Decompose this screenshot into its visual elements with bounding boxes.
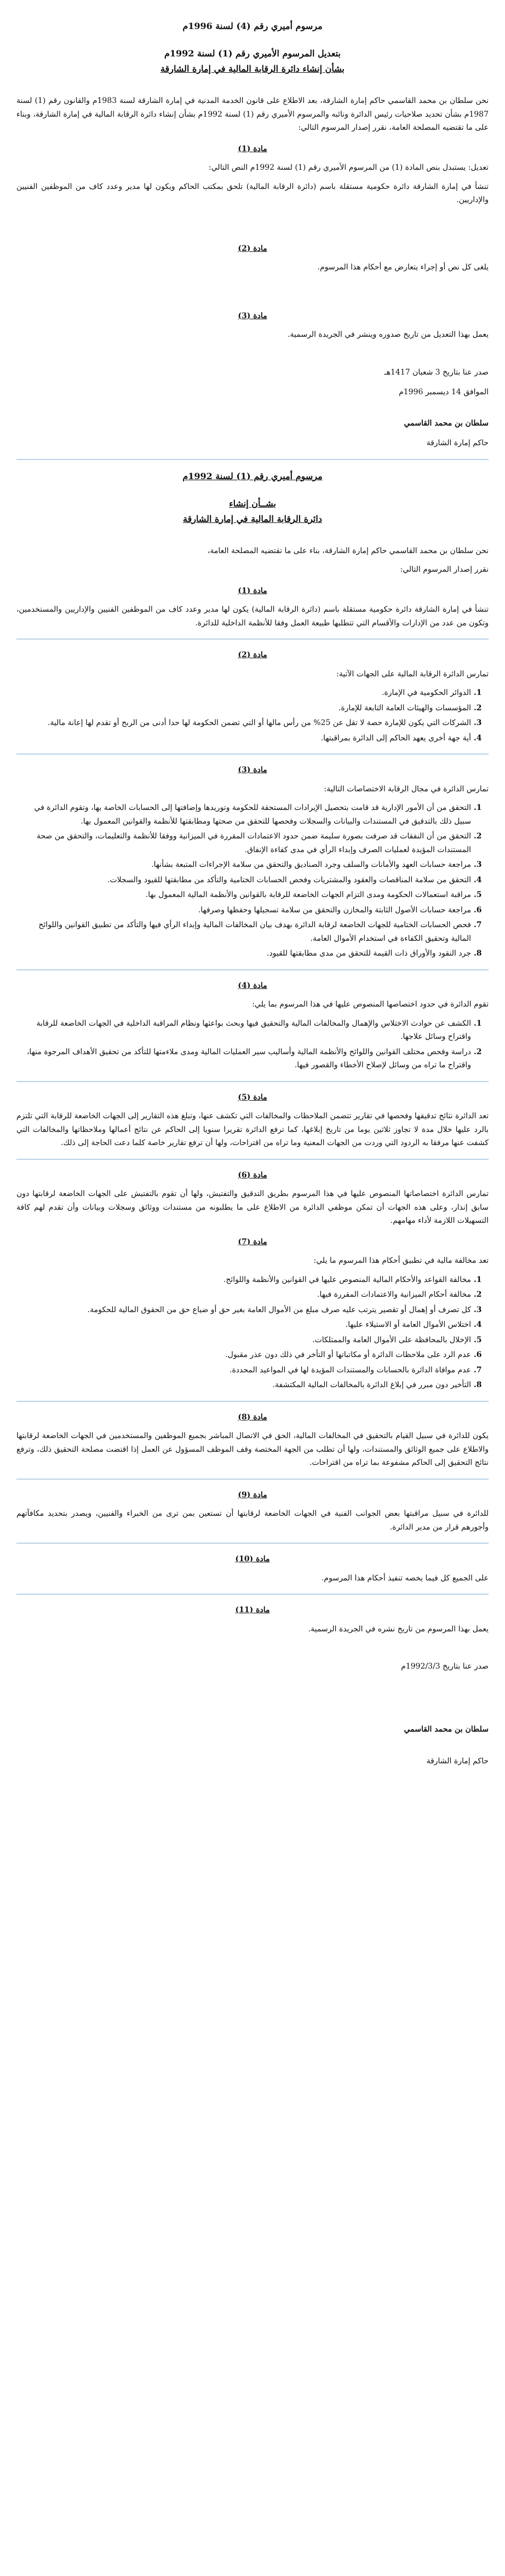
signatory-name: سلطان بن محمد القاسمي	[404, 1724, 489, 1734]
list-item: 2. مخالفة أحكام الميزانية والاعتمادات المقررة فيها.	[16, 1288, 471, 1302]
article-title: مادة (3)	[238, 311, 267, 320]
article-text: يعمل بهذا التعديل من تاريخ صدوره وينشر في الجريدة الرسمية.	[288, 330, 489, 339]
section-divider	[16, 969, 489, 970]
article-text: تعديل: يستبدل بنص المادة (1) من المرسوم الأميري رقم (1) لسنة 1992م النص التالي:	[209, 163, 489, 172]
list-item: 3. كل تصرف أو إهمال أو تقصير يترتب عليه صرف مبلغ من الأموال العامة بغير حق أو ضياع حق من الحقوق المالية للحكومة.	[16, 1303, 471, 1317]
issue-date-gregorian: الموافق 14 ديسمبر 1996م	[399, 388, 489, 396]
section-divider	[16, 1081, 489, 1082]
article-title: مادة (3)	[238, 766, 267, 774]
decree-subject: بشأن إنشاء دائرة الرقابة المالية في إمارة الشارقة	[160, 64, 345, 74]
article-text: تنشأ في إمارة الشارقة دائرة حكومية مستقلة باسم (دائرة الرقابة المالية) تلحق بمكتب الحاكم ويكون لها مدير وعدد كاف من الموظفين الفنيين والإداريين.	[16, 182, 489, 204]
decree-preamble: نحن سلطان بن محمد القاسمي حاكم إمارة الشارقة، بناء على ما تقتضيه المصلحة العامة،	[207, 546, 489, 555]
decree-title: مرسوم أميري رقم (1) لسنة 1992م	[182, 470, 323, 481]
article-title: مادة (2)	[238, 244, 267, 253]
list-item: 5. الإخلال بالمحافظة على الأموال العامة والممتلكات.	[16, 1333, 471, 1347]
list-item: 3. الشركات التي يكون للإمارة حصة لا تقل عن 25% من رأس مالها أو التي تضمن الحكومة لها حدا أدنى من الربح أو تقدم لها إعانة مالية.	[16, 716, 471, 730]
article-title: مادة (9)	[238, 1490, 267, 1499]
article-text: يكون للدائرة في سبيل القيام بالتحقيق في المخالفات المالية، الحق في الاتصال المباشر بجميع الموظفين والمستخدمين في الجهات الخاضعة لرقابتها والاطلاع على جميع الوثائق والمستندات، ولها أن تطلب من الجهة المختصة وقف الموظف المسؤول عن العمل إذا اقتضت مصلحة التحقيق ذلك، وترفع نتائج التحقيق إلى الحاكم مشفوعة بما تراه من اقتراحات.	[16, 1431, 489, 1467]
list-item: 4. اختلاس الأموال العامة أو الاستيلاء عليها.	[16, 1318, 471, 1332]
article-text: تعد الدائرة نتائج تدقيقها وفحصها في تقارير تتضمن الملاحظات والمخالفات التي تكشف عنها، وتبلغ هذه التقارير إلى الجهات الخاضعة للرقابة التي تلتزم بالرد عليها خلال مدة لا تجاوز ثلاثين يوما من تاريخ إبلاغها، كما ترفع الدائرة تقريرا سنويا إلى الحاكم عن نتائج أعمالها وملاحظاتها والمخالفات التي كشفت عنها مرفقا به الردود التي وردت من الجهات المعنية وما تراه من اقتراحات، ولها أن ترفع تقارير خاصة كلما دعت الحاجة إلى ذلك.	[16, 1112, 489, 1147]
issue-date: صدر عنا بتاريخ 3 شعبان 1417هـ	[384, 367, 489, 377]
decree-preamble: نحن سلطان بن محمد القاسمي حاكم إمارة الشارقة، بعد الاطلاع على قانون الخدمة المدنية في إمارة الشارقة لسنة 1983م والقانون رقم (1) لسنة 1987م بشأن تحديد صلاحيات رئيس الدائرة ونائبه والمرسوم الأميري رقم (1) لسنة 1992م بشأن إنشاء دائرة الرقابة المالية في إمارة الشارقة، وبناء على ما تقتضيه المصلحة العامة، نقرر إصدار المرسوم التالي:	[16, 96, 489, 132]
decree-subtitle: بتعديل المرسوم الأميري رقم (1) لسنة 1992م	[164, 48, 341, 59]
list-item: 4. أية جهة أخرى يعهد الحاكم إلى الدائرة بمراقبتها.	[16, 732, 471, 745]
article-text: تنشأ في إمارة الشارقة دائرة حكومية مستقلة باسم (دائرة الرقابة المالية) يكون لها مدير وعدد كاف من الموظفين الفنيين والإداريين والمستخدمين، وتكون من عدد من الإدارات والأقسام التي تتطلبها طبيعة العمل وفقا للأنظمة الداخلية للدائرة.	[16, 605, 489, 628]
article-list	[16, 1017, 489, 1072]
article-title: مادة (8)	[238, 1412, 267, 1422]
signatory-title: حاكم إمارة الشارقة	[426, 1757, 489, 1766]
decree-1992	[16, 469, 489, 1768]
decree-title: مرسوم أميري رقم (4) لسنة 1996م	[182, 21, 323, 31]
list-item: 1. الدوائر الحكومية في الإمارة.	[16, 686, 471, 700]
article-title: مادة (5)	[238, 1092, 267, 1102]
decree-subtitle: بشــأن إنشاء	[229, 498, 276, 509]
list-item: 2. دراسة وفحص مختلف القوانين واللوائح والأنظمة المالية وأساليب سير العمليات المالية ومدى ملاءمتها للتأكد من تحقيق الأهداف المرجوة منها، واقتراح ما تراه من وسائل لإصلاح الأخطاء والقصور فيها.	[16, 1045, 471, 1072]
section-divider	[16, 1159, 489, 1160]
signatory-title: حاكم إمارة الشارقة	[426, 439, 489, 447]
article-title: مادة (1)	[238, 586, 267, 595]
list-item: 2. المؤسسات والهيئات العامة التابعة للإمارة.	[16, 702, 471, 715]
article-intro: تقوم الدائرة في حدود اختصاصها المنصوص عليها في هذا المرسوم بما يلي:	[252, 1000, 489, 1009]
section-divider	[16, 754, 489, 755]
article-text: على الجميع كل فيما يخصه تنفيذ أحكام هذا المرسوم.	[321, 1573, 489, 1583]
section-divider	[16, 1543, 489, 1544]
article-title: مادة (11)	[235, 1606, 270, 1614]
signatory-name: سلطان بن محمد القاسمي	[404, 418, 489, 428]
list-item: 8. التأخير دون مبرر في إبلاغ الدائرة بالمخالفات المالية المكتشفة.	[16, 1378, 471, 1392]
article-title: مادة (1)	[238, 144, 267, 153]
article-list	[16, 801, 489, 961]
list-item: 8. جرد النقود والأوراق ذات القيمة للتحقق من مدى مطابقتها للقيود.	[16, 947, 471, 961]
decree-subject: دائرة الرقابة المالية في إمارة الشارقة	[183, 513, 322, 524]
list-item: 2. التحقق من أن النفقات قد صرفت بصورة سليمة ضمن حدود الاعتمادات المقررة في الميزانية ووفقا للأنظمة والتعليمات، والتحقق من صحة المستندات المؤيدة لعمليات الصرف وإبداء الرأي في مدى كفاءة الإنفاق.	[16, 830, 471, 856]
list-item: 3. مراجعة حسابات العهد والأمانات والسلف وجرد الصناديق والتحقق من سلامة الإجراءات المتبعة بشأنها.	[16, 858, 471, 872]
decree-preamble: نقرر إصدار المرسوم التالي:	[400, 565, 489, 574]
issue-date: صدر عنا بتاريخ 1992/3/3م	[401, 1662, 489, 1671]
list-item: 6. عدم الرد على ملاحظات الدائرة أو مكاتباتها أو التأخر في ذلك دون عذر مقبول.	[16, 1348, 471, 1362]
list-item: 4. التحقق من سلامة المناقصات والعقود والمشتريات وفحص الحسابات الختامية والتأكد من مطابقتها للقيود والسجلات.	[16, 873, 471, 887]
section-divider	[16, 459, 489, 460]
article-text: يعمل بهذا المرسوم من تاريخ نشره في الجريدة الرسمية.	[308, 1624, 489, 1634]
article-text: للدائرة في سبيل مراقبتها بعض الجوانب الفنية في الجهات الخاضعة لرقابتها أن تستعين بمن ترى من الخبراء والفنيين، ويصدر بتحديد مكافآتهم وأجورهم قرار من مدير الدائرة.	[16, 1509, 489, 1532]
list-item: 5. مراقبة استعمالات الحكومة ومدى التزام الجهات الخاضعة للرقابة بالقوانين والأنظمة المالية المعمول بها.	[16, 888, 471, 902]
article-title: مادة (6)	[238, 1170, 267, 1180]
article-list	[16, 1273, 489, 1392]
list-item: 1. التحقق من أن الأمور الإدارية قد قامت بتحصيل الإيرادات المستحقة للحكومة وتوريدها وإضافتها إلى الحسابات الخاصة بها، وتقوم الدائرة في سبيل ذلك بالتدقيق في المستندات والبيانات والسجلات وفحصها للتحقق من صحتها ومطابقتها للأنظمة والقوانين المعمول بها.	[16, 801, 471, 828]
list-item: 7. عدم موافاة الدائرة بالحسابات والمستندات المؤيدة لها في المواعيد المحددة.	[16, 1364, 471, 1377]
section-divider	[16, 1594, 489, 1595]
article-text: يلغى كل نص أو إجراء يتعارض مع أحكام هذا المرسوم.	[317, 263, 489, 272]
list-item: 1. الكشف عن حوادث الاختلاس والإهمال والمخالفات المالية والتحقيق فيها وبحث بواعثها ونظام المراقبة الداخلية في الجهات الخاضعة للرقابة واقتراح وسائل علاجها.	[16, 1017, 471, 1044]
article-title: مادة (2)	[238, 651, 267, 659]
article-title: مادة (10)	[235, 1555, 270, 1563]
decree-amendment-1996	[16, 7, 489, 450]
article-intro: تعد مخالفة مالية في تطبيق أحكام هذا المرسوم ما يلي:	[313, 1256, 489, 1265]
article-intro: تمارس الدائرة الرقابة المالية على الجهات الآتية:	[336, 669, 489, 679]
section-divider	[16, 1401, 489, 1402]
list-item: 7. فحص الحسابات الختامية للجهات الخاضعة لرقابة الدائرة بهدف بيان المخالفات المالية وإبداء الرأي فيها والتأكد من تطبيق القوانين واللوائح المالية وتحقيق الكفاءة في استخدام الأموال العامة.	[16, 918, 471, 945]
article-text: تمارس الدائرة اختصاصاتها المنصوص عليها في هذا المرسوم بطريق التدقيق والتفتيش، ولها أن تقوم بالتفتيش على الجهات الخاضعة لرقابتها دون سابق إنذار، وعلى هذه الجهات أن تمكن موظفي الدائرة من الاطلاع على ما يطلبونه من مستندات ووثائق وسجلات وبيانات وأن تقدم لهم كافة التسهيلات اللازمة لأداء مهامهم.	[16, 1189, 489, 1225]
article-title: مادة (7)	[238, 1237, 267, 1246]
article-title: مادة (4)	[238, 981, 267, 990]
article-list	[16, 686, 489, 745]
list-item: 1. مخالفة القواعد والأحكام المالية المنصوص عليها في القوانين والأنظمة واللوائح.	[16, 1273, 471, 1287]
list-item: 6. مراجعة حسابات الأصول الثابتة والمخازن والتحقق من سلامة تسجيلها وحفظها وصرفها.	[16, 904, 471, 917]
article-intro: تمارس الدائرة في مجال الرقابة الاختصاصات التالية:	[324, 784, 489, 794]
section-divider	[16, 639, 489, 640]
section-divider	[16, 1479, 489, 1480]
